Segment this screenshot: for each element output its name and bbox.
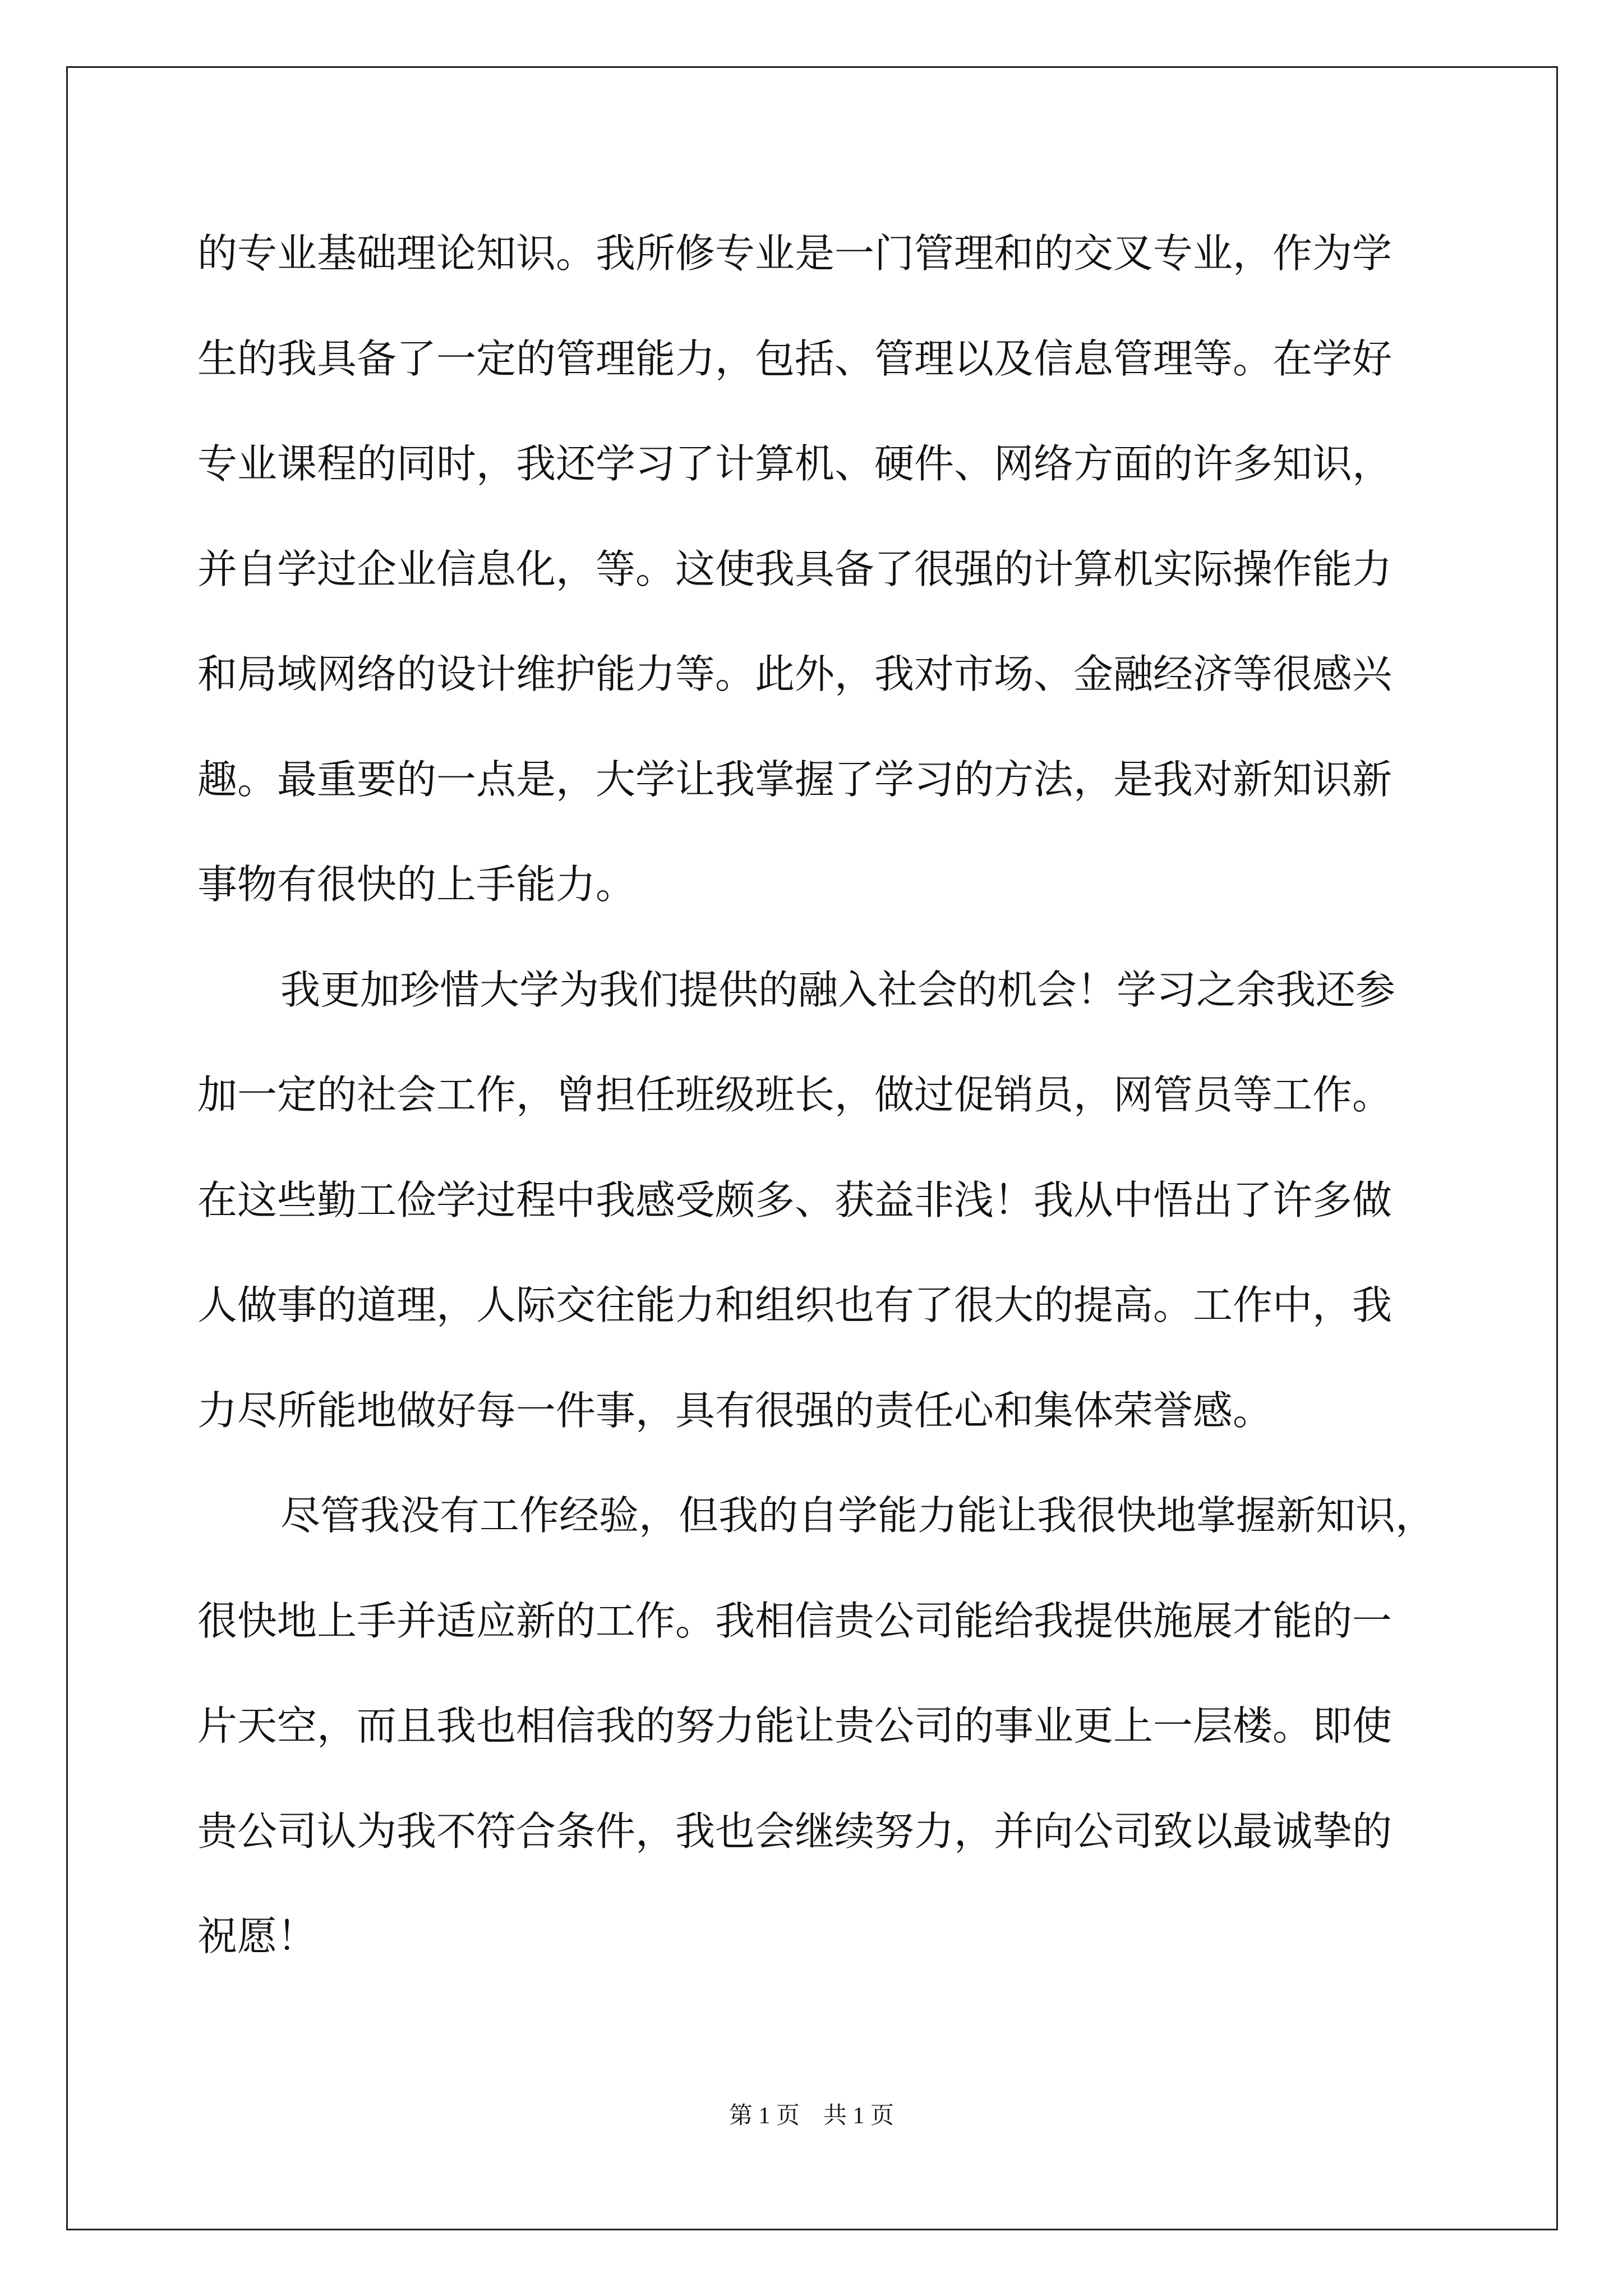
page-number-footer: 第 1 页 共 1 页 [728,2103,894,2129]
text-line: 和局域网络的设计维护能力等。此外，我对市场、金融经济等很感兴 [197,651,1393,697]
text-line: 加一定的社会工作，曾担任班级班长，做过促销员，网管员等工作。 [197,1071,1393,1118]
text-line: 片天空，而且我也相信我的努力能让贵公司的事业更上一层楼。即使 [197,1703,1393,1749]
text-line: 力尽所能地做好每一件事，具有很强的责任心和集体荣誉感。 [197,1387,1273,1434]
paragraph-1 [197,201,1487,937]
text-line: 事物有很快的上手能力。 [197,861,636,908]
text-line: 人做事的道理，人际交往能力和组织也有了很大的提高。工作中，我 [197,1282,1393,1328]
text-line: 贵公司认为我不符合条件，我也会继续努力，并向公司致以最诚挚的 [197,1807,1393,1855]
text-line: 尽管我没有工作经验，但我的自学能力能让我很快地掌握新知识， [280,1492,1436,1539]
paragraph-2 [197,937,1487,1464]
text-line: 专业课程的同时，我还学习了计算机、硬件、网络方面的许多知识， [197,440,1393,487]
text-line: 很快地上手并适应新的工作。我相信贵公司能给我提供施展才能的一 [197,1597,1393,1644]
text-line: 我更加珍惜大学为我们提供的融入社会的机会！学习之余我还参 [280,966,1396,1013]
document-body [197,201,1487,1989]
text-line: 生的我具备了一定的管理能力，包括、管理以及信息管理等。在学好 [197,335,1393,382]
text-line: 在这些勤工俭学过程中我感受颇多、获益非浅！我从中悟出了许多做 [197,1176,1393,1223]
text-line: 并自学过企业信息化，等。这使我具备了很强的计算机实际操作能力 [197,545,1393,592]
text-line: 的专业基础理论知识。我所修专业是一门管理和的交叉专业，作为学 [197,230,1393,277]
paragraph-3 [197,1463,1487,1989]
text-line: 趣。最重要的一点是，大学让我掌握了学习的方法，是我对新知识新 [197,756,1393,803]
text-line: 祝愿！ [197,1913,317,1959]
